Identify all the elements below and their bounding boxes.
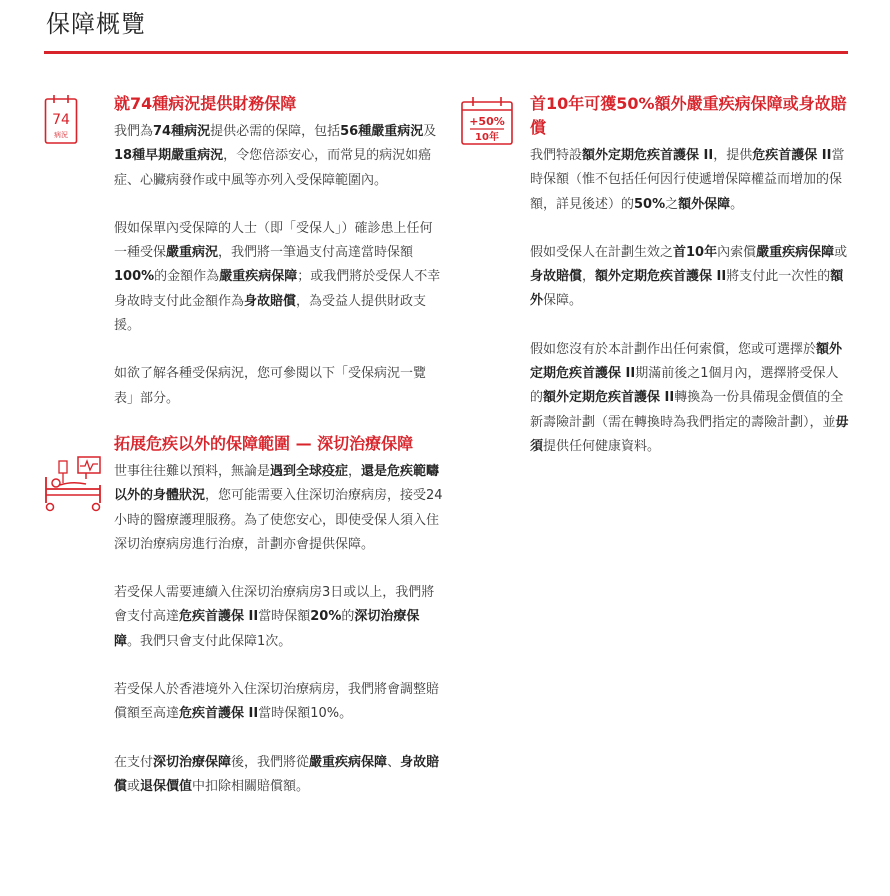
- body-text: 若受保人於香港境外入住深切治療病房，我們將會調整賠償額至高達: [114, 682, 440, 722]
- emphasis-text: 毋須: [530, 414, 849, 454]
- emphasis-text: 身故賠償: [114, 754, 440, 794]
- emphasis-text: 還是危疾範疇以外的身體狀況: [114, 463, 440, 504]
- emphasis-text: 50%: [634, 196, 666, 212]
- emphasis-text: 危疾首護保 II: [179, 609, 259, 625]
- section-paragraph: [114, 581, 444, 654]
- section-paragraph: [114, 751, 444, 800]
- body-text: ；或我們將於受保人不幸身故時支付此金額作為: [114, 269, 441, 309]
- hospital-bed-monitor-icon: [42, 455, 104, 513]
- section-paragraph: [114, 217, 444, 338]
- section-paragraph: [530, 338, 850, 459]
- emphasis-text: 嚴重疾病保障: [219, 269, 298, 285]
- body-text: 假如您沒有於本計劃作出任何索償，您或可選擇於: [530, 341, 817, 357]
- body-text: ，提供: [713, 148, 753, 163]
- body-text: 提供必需的保障，包括: [210, 124, 341, 139]
- body-text: 假如受保人在計劃生效之: [530, 244, 674, 260]
- emphasis-text: 56種嚴重病況: [340, 124, 424, 139]
- body-text: 我們為: [114, 124, 154, 139]
- emphasis-text: 額外定期危疾首護保 II: [543, 390, 675, 406]
- section-title: 首10年可獲50%額外嚴重疾病保障或身故賠償: [530, 94, 847, 137]
- section-title: 就74種病況提供財務保障: [114, 94, 297, 113]
- section-title: 拓展危疾以外的保障範圍 — 深切治療保障: [114, 433, 414, 453]
- section-extra-50: [530, 92, 850, 459]
- right-column: [530, 92, 850, 483]
- body-text: 後，我們將從: [231, 754, 310, 770]
- body-text: 。我們只會支付此保障1次。: [127, 633, 292, 649]
- body-text: 或: [127, 778, 141, 794]
- body-text: 、: [387, 754, 401, 770]
- section-paragraph: [114, 362, 444, 411]
- title-divider: [44, 51, 848, 54]
- emphasis-text: 危疾首護保 II: [752, 148, 832, 163]
- emphasis-text: 身故賠償: [530, 269, 583, 285]
- emphasis-text: 額外定期危疾首護保 II: [582, 148, 714, 163]
- emphasis-text: 額外定期危疾首護保 II: [530, 341, 843, 382]
- section-icu: [114, 432, 444, 799]
- emphasis-text: 20%: [310, 609, 342, 625]
- body-text: ，為受益人提供財政支援。: [114, 293, 427, 334]
- emphasis-text: 深切治療保障: [153, 754, 232, 770]
- emphasis-text: 額外: [530, 269, 844, 309]
- emphasis-text: 首10年: [673, 244, 718, 260]
- body-text: 假如保單內受保障的人士（即「受保人」）確診患上任何一種受保: [114, 220, 433, 261]
- body-text: 在支付: [114, 754, 154, 770]
- body-text: ，令您倍添安心，而常見的病況如癌症、心臟病發作或中風等亦列入受保障範圍內。: [114, 148, 432, 188]
- section-paragraph: [530, 241, 850, 314]
- calendar-74-icon: [44, 94, 78, 146]
- body-text: 的金額作為: [154, 269, 220, 285]
- calendar-plus50-icon: [460, 96, 516, 148]
- emphasis-text: 遇到全球疫症: [270, 463, 349, 479]
- emphasis-text: 退保價值: [140, 778, 193, 794]
- emphasis-text: 額外保障: [678, 196, 731, 212]
- body-text: 中扣除相關賠償額。: [192, 778, 310, 794]
- body-text: 及: [423, 124, 437, 139]
- emphasis-text: 100%: [114, 269, 155, 285]
- body-text: ，: [348, 463, 362, 479]
- page-title: 保障概覽: [46, 10, 146, 38]
- body-text: 當時保額10%。: [258, 706, 353, 722]
- body-text: 期滿前後之1個月內，選擇將受保人的: [530, 366, 839, 406]
- emphasis-text: 嚴重病況: [166, 245, 219, 261]
- section-paragraph: [530, 144, 850, 217]
- body-text: 若受保人需要連續入住深切治療病房3日或以上，我們將會支付高達: [114, 585, 435, 625]
- body-text: 我們特設: [530, 148, 583, 163]
- left-column: [114, 92, 444, 823]
- body-text: 當時保額（惟不包括任何因行使遞增保障權益而增加的保額，詳見後述）的: [530, 148, 845, 212]
- emphasis-text: 嚴重疾病保障: [309, 754, 388, 770]
- body-text: ，我們將一筆過支付高達當時保額: [218, 245, 414, 261]
- body-text: 的: [341, 609, 355, 625]
- emphasis-text: 嚴重疾病保障: [756, 244, 835, 260]
- emphasis-text: 身故賠償: [244, 293, 297, 309]
- body-text: 當時保額: [258, 609, 311, 625]
- icon-plus50-text: +50%: [469, 115, 505, 128]
- icon-conditions-text: 病況: [54, 131, 68, 139]
- body-text: 或: [834, 244, 848, 260]
- body-text: 內索償: [717, 244, 757, 260]
- icon-10years-text: 10年: [475, 132, 499, 143]
- body-text: 如欲了解各種受保病況，您可參閱以下「受保病況一覽表」部分。: [114, 366, 427, 406]
- body-text: 將支付此一次性的: [726, 269, 831, 285]
- emphasis-text: 額外定期危疾首護保 II: [595, 269, 727, 285]
- section-74-conditions: [114, 92, 444, 411]
- body-text: 。: [730, 196, 744, 212]
- body-text: ，: [582, 269, 596, 285]
- emphasis-text: 危疾首護保 II: [179, 706, 259, 722]
- icon-74-text: 74: [52, 112, 70, 128]
- emphasis-text: 深切治療保障: [114, 609, 420, 649]
- section-paragraph: [114, 120, 444, 193]
- body-text: 保障。: [543, 293, 583, 309]
- emphasis-text: 74種病況: [153, 124, 211, 139]
- body-text: 世事往往難以預料，無論是: [114, 463, 271, 479]
- body-text: 之: [665, 196, 679, 212]
- section-paragraph: [114, 678, 444, 727]
- body-text: 提供任何健康資料。: [543, 438, 661, 454]
- section-paragraph: [114, 460, 444, 557]
- body-text: ，您可能需要入住深切治療病房，接受24小時的醫療護理服務。為了使您安心，即使受保人須入住深切治療病房進行治療，計劃亦會提供保障。: [114, 488, 443, 552]
- emphasis-text: 18種早期嚴重病況: [114, 148, 224, 164]
- body-text: 轉換為一份具備現金價值的全新壽險計劃（需在轉換時為我們指定的壽險計劃），並: [530, 390, 844, 430]
